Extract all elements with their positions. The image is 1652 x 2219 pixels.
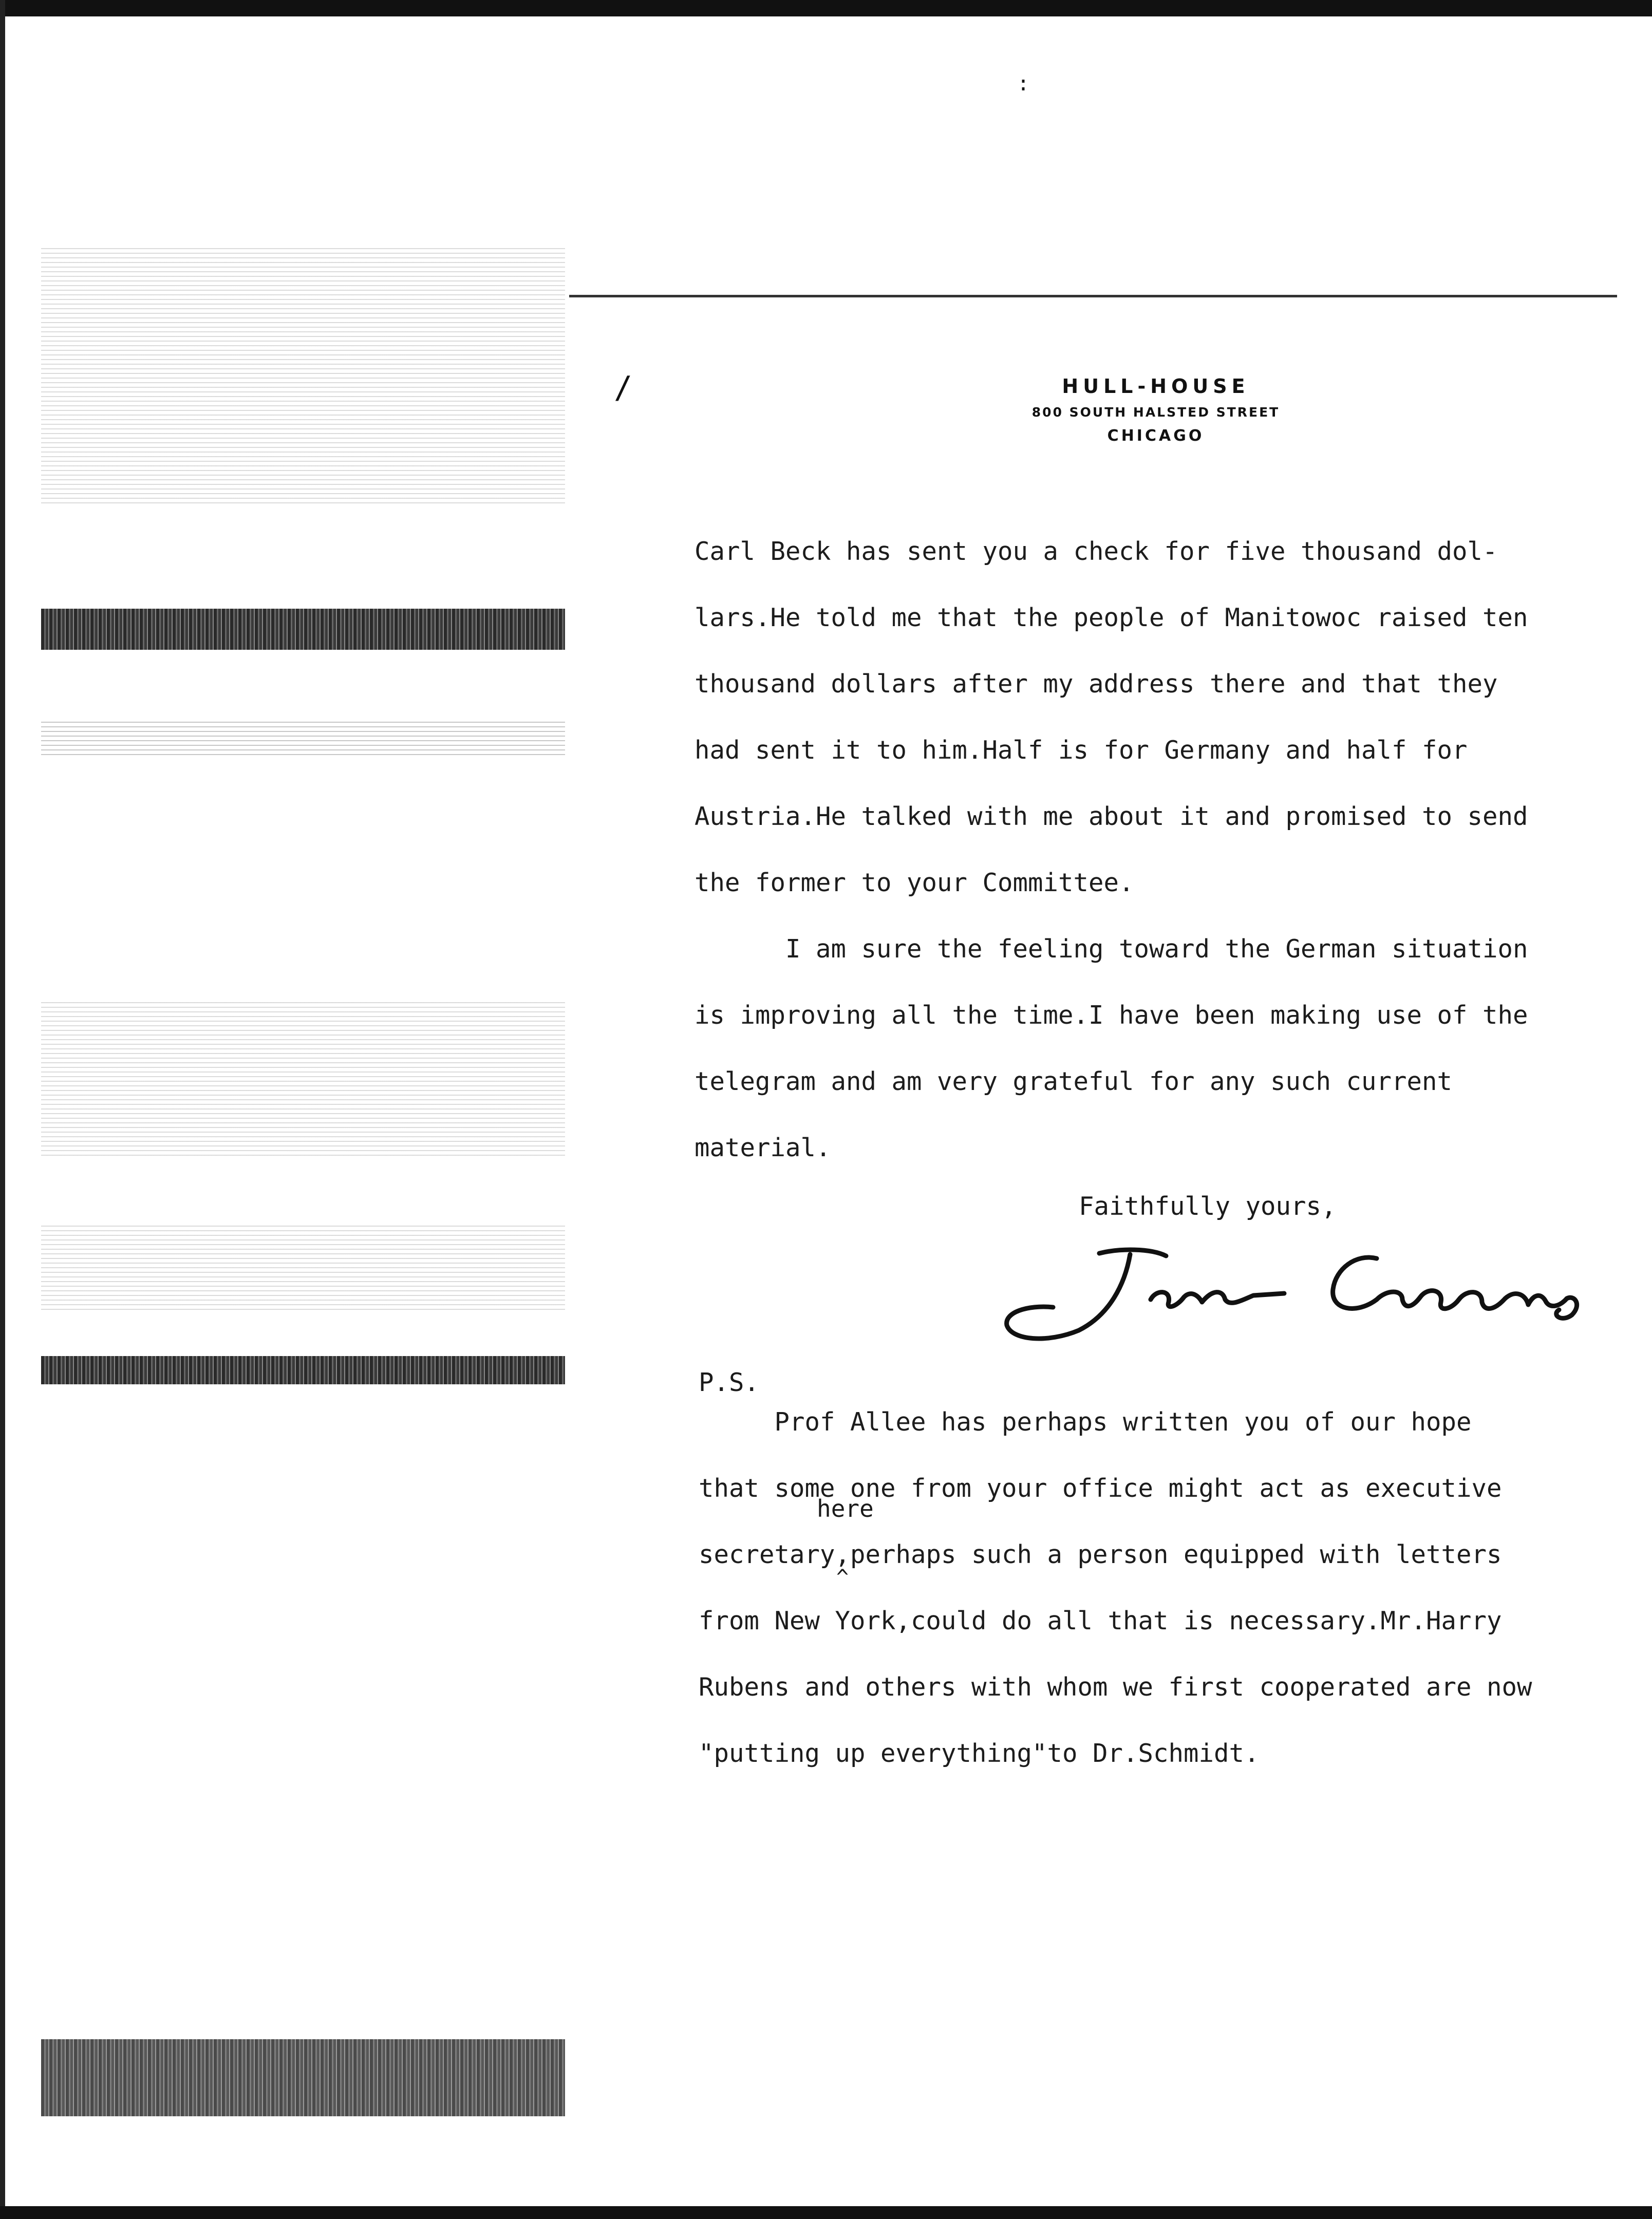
letterhead-name: HULL-HOUSE [1062, 375, 1250, 398]
insertion-caret: ^ [836, 1566, 849, 1589]
letterhead-rule [569, 295, 1617, 297]
scan-left-edge [0, 0, 5, 2219]
handwritten-signature [997, 1238, 1592, 1351]
ps-label: P.S. [699, 1368, 760, 1397]
stray-mark: : [1017, 72, 1030, 96]
body-line: Carl Beck has sent you a check for five thousand dol- [694, 537, 1498, 566]
body-line: material. [694, 1133, 831, 1162]
body-line: the former to your Committee. [694, 868, 1134, 897]
ps-line: from New York,could do all that is necessary.Mr.Harry [699, 1606, 1502, 1635]
ps-line: Prof Allee has perhaps written you of our hope [699, 1407, 1472, 1437]
scan-smudge [41, 2039, 565, 2116]
scan-top-border [0, 0, 1652, 16]
letterhead-city: CHICAGO [1107, 427, 1205, 445]
scan-bottom-border [0, 2206, 1652, 2219]
bleed-through-area [41, 719, 565, 755]
body-line: lars.He told me that the people of Manitowoc raised ten [694, 603, 1528, 632]
letterhead-street: 800 SOUTH HALSTED STREET [1031, 405, 1280, 420]
body-line: is improving all the time.I have been making use of the [694, 1001, 1528, 1030]
ps-line: secretary,perhaps such a person equipped with letters [699, 1540, 1502, 1569]
stray-mark: / [614, 370, 633, 406]
scan-smudge [41, 609, 565, 650]
handwritten-insertion: here [817, 1495, 874, 1522]
signature [997, 1238, 1592, 1353]
body-line: had sent it to him.Half is for Germany and half for [694, 736, 1468, 765]
bleed-through-area [41, 1223, 565, 1310]
scan-smudge [41, 1356, 565, 1384]
letterhead [899, 375, 1413, 445]
bleed-through-area [41, 247, 565, 503]
bleed-through-area [41, 1002, 565, 1156]
body-line: telegram and am very grateful for any such current [694, 1067, 1453, 1096]
ps-line: "putting up everything"to Dr.Schmidt. [699, 1739, 1260, 1768]
body-line: Austria.He talked with me about it and promised to send [694, 802, 1528, 831]
closing: Faithfully yours, [1079, 1192, 1337, 1221]
ps-line: that some one from your office might act as executive [699, 1474, 1502, 1503]
body-line: thousand dollars after my address there and that they [694, 669, 1498, 699]
ps-line: Rubens and others with whom we first cooperated are now [699, 1672, 1532, 1702]
body-line: I am sure the feeling toward the German situation [694, 934, 1528, 964]
